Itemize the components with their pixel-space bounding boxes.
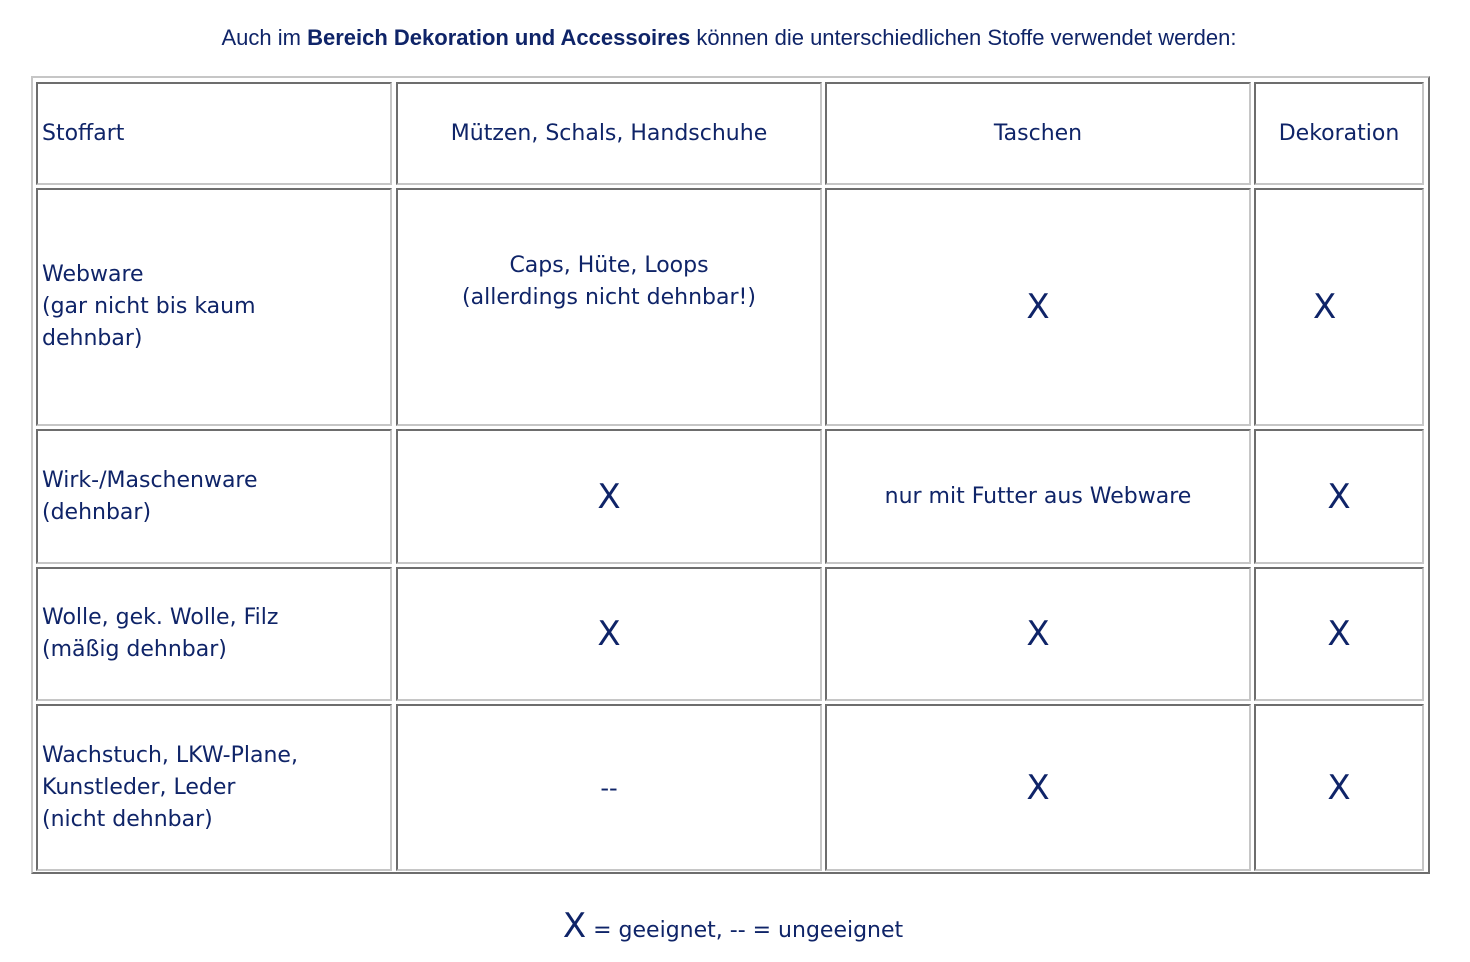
stoffart-label: Wirk-/Maschenware (dehnbar): [42, 467, 258, 525]
header-taschen: [825, 82, 1251, 185]
row-webware-stoffart: [36, 188, 392, 426]
suitable-mark: X: [1026, 614, 1050, 654]
suitable-mark: X: [1327, 767, 1351, 808]
row-wachstuch-stoffart: [36, 704, 392, 871]
unsuitable-mark: --: [600, 773, 618, 802]
row-wolle-taschen: [825, 567, 1251, 701]
intro-suffix: können die unterschiedlichen Stoffe verwendet werden:: [690, 25, 1237, 50]
suitable-mark: X: [1313, 287, 1337, 327]
row-wachstuch-taschen: [825, 704, 1251, 871]
row-webware-taschen: [825, 188, 1251, 426]
suitable-mark: X: [1327, 614, 1351, 654]
row-wachstuch-dekoration: [1254, 704, 1424, 871]
stoffart-label: Wachstuch, LKW-Plane, Kunstleder, Leder (nicht dehnbar): [42, 742, 298, 832]
header-dekoration: [1254, 82, 1424, 185]
legend: [0, 906, 1466, 951]
stoffart-label: Webware (gar nicht bis kaum dehnbar): [42, 262, 256, 351]
suitable-mark: X: [1327, 476, 1351, 517]
cell-note: Caps, Hüte, Loops (allerdings nicht dehnbar!): [462, 253, 756, 310]
legend-dash-text: = ungeeignet: [745, 918, 904, 943]
row-wolle-dekoration: [1254, 567, 1424, 701]
intro-prefix: Auch im: [221, 25, 308, 50]
suitable-mark: X: [597, 614, 621, 654]
suitable-mark: X: [1026, 767, 1050, 808]
row-wirkware-stoffart: [36, 429, 392, 564]
row-wolle-muetzen: [396, 567, 822, 701]
header-label: Taschen: [993, 120, 1083, 146]
intro-bold: Bereich Dekoration und Accessoires: [307, 25, 691, 50]
suitable-mark: X: [597, 476, 621, 517]
header-label: Dekoration: [1278, 120, 1400, 146]
row-wirkware-taschen: [825, 429, 1251, 564]
stoffart-label: Wolle, gek. Wolle, Filz (mäßig dehnbar): [42, 605, 279, 662]
row-webware-dekoration: [1254, 188, 1424, 426]
header-muetzen: [396, 82, 822, 185]
row-wachstuch-muetzen: [396, 704, 822, 871]
row-wolle-stoffart: [36, 567, 392, 701]
suitable-mark: X: [1026, 287, 1050, 327]
row-wirkware-muetzen: [396, 429, 822, 564]
header-stoffart: [36, 82, 392, 185]
header-label: Stoffart: [42, 120, 125, 146]
header-label: Mützen, Schals, Handschuhe: [450, 120, 768, 146]
row-webware-muetzen: [396, 188, 822, 426]
legend-dash-symbol: --: [729, 918, 746, 943]
legend-x-symbol: X: [562, 906, 587, 946]
intro-text: [0, 22, 1458, 54]
legend-x-text: = geeignet,: [586, 918, 730, 943]
cell-note: nur mit Futter aus Webware: [884, 483, 1192, 509]
row-wirkware-dekoration: [1254, 429, 1424, 564]
